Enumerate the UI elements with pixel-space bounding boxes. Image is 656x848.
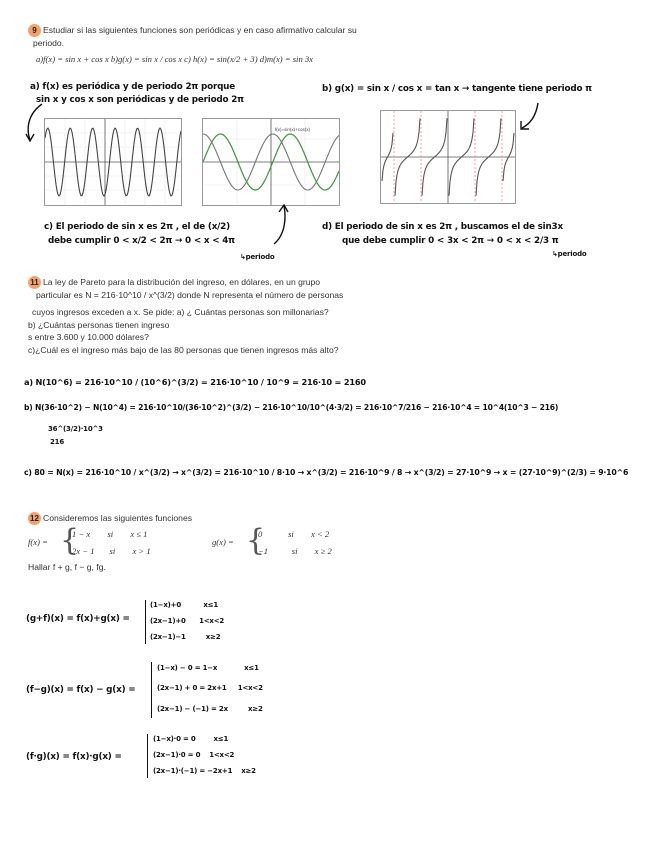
- ex12-f-label: f(x) =: [28, 537, 48, 547]
- ex9-functions: a)f(x) = sin x + cos x b)g(x) = sin x / cos x c) h(x) = sin(x/2 + 3) d)m(x) = sin 3x: [36, 54, 314, 64]
- ex9-title-text: Estudiar si las siguientes funciones son periódicas y en caso afirmativo calcular su: [43, 25, 357, 35]
- graph-tangent: [380, 110, 516, 204]
- ex11-line6: c)¿Cuál es el ingreso más bajo de las 80 personas que tienen ingresos más alto?: [28, 345, 339, 355]
- ex9-answer-c-line1: c) El periodo de sin x es 2π , el de (x/2): [44, 222, 230, 232]
- ex12-badge: 12: [28, 512, 41, 525]
- diff-brace: [151, 662, 152, 718]
- graph-sin-plus-cos-plot: [45, 119, 181, 205]
- diff-case1: (1−x) − 0 = 1−x x≤1: [157, 664, 259, 672]
- ex12-g-case1: 0 si x < 2: [258, 529, 330, 539]
- bracket-arrow-icon: [268, 204, 292, 248]
- brace-f-icon: {: [60, 523, 80, 558]
- sum-brace: [145, 600, 146, 644]
- ex9-answer-c-line2: debe cumplir 0 < x/2 < 2π → 0 < x < 4π: [48, 236, 235, 246]
- ex9-title-line2: periodo.: [33, 38, 65, 48]
- ex11-solution-b-step3: 216: [50, 438, 65, 446]
- graph-sin-cos-label: f(x)=sin(x)+cos(x): [275, 127, 311, 132]
- ex9-answer-b: b) g(x) = sin x / cos x = tan x → tangente tiene periodo π: [322, 84, 592, 94]
- ex9-badge: 9: [28, 24, 41, 37]
- brace-g-icon: {: [246, 523, 266, 558]
- sum-case1: (1−x)+0 x≤1: [150, 601, 219, 609]
- prod-label: (f·g)(x) = f(x)·g(x) =: [26, 752, 122, 762]
- ex9-answer-d-note: ↳periodo: [552, 250, 587, 258]
- ex12-g-case2: −1 si x ≥ 2: [258, 546, 332, 556]
- ex11-solution-c: c) 80 = N(x) = 216·10^10 / x^(3/2) → x^(3/2) = 216·10^10 / 8·10 → x^(3/2) = 216·10^9 / 8 → x^(3/2) = 27·10^9 → x = (27·10^9)^(2/3) = 9·10^6: [24, 468, 629, 477]
- ex11-badge: 11: [28, 276, 41, 289]
- graph-sin-cos-plot: [203, 119, 339, 205]
- ex12-hallar: Hallar f + g, f − g, fg.: [28, 562, 106, 572]
- ex11-line1-text: La ley de Pareto para la distribución del ingreso, en dólares, en un grupo: [43, 277, 321, 287]
- diff-case2: (2x−1) + 0 = 2x+1 1<x<2: [157, 684, 263, 692]
- ex11-solution-b-step2: 36^(3/2)·10^3: [48, 425, 103, 433]
- ex11-solution-b: b) N(36·10^2) − N(10^4) = 216·10^10/(36·10^2)^(3/2) − 216·10^10/10^(4·3/2) = 216·10^7/216 − 216·10^4 = 10^4(10^3 − 216): [24, 403, 559, 412]
- ex12-f-case2: 2x − 1 si x > 1: [72, 546, 151, 556]
- ex11-line5: s entre 3.600 y 10.000 dólares?: [28, 332, 149, 342]
- prod-case3: (2x−1)·(−1) = −2x+1 x≥2: [153, 767, 256, 775]
- graph-sin-cos: [202, 118, 340, 206]
- graph-sin-plus-cos: [44, 118, 182, 206]
- ex12-title: [28, 512, 192, 525]
- ex9-answer-c-note: ↳periodo: [240, 253, 275, 261]
- prod-case1: (1−x)·0 = 0 x≤1: [153, 735, 229, 743]
- sum-case2: (2x−1)+0 1<x<2: [150, 617, 225, 625]
- ex9-answer-a-line2: sin x y cos x son periódicas y de periodo 2π: [36, 95, 244, 105]
- ex12-title-text: Consideremos las siguientes funciones: [43, 513, 193, 523]
- ex11-solution-a: a) N(10^6) = 216·10^10 / (10^6)^(3/2) = 216·10^10 / 10^9 = 216·10 = 2160: [24, 377, 366, 387]
- ex11-line1: [28, 276, 320, 289]
- ex11-line4: b) ¿Cuántas personas tienen ingreso: [28, 320, 170, 330]
- ex9-answer-a-line1: a) f(x) es periódica y de periodo 2π porque: [30, 82, 236, 92]
- arrow-right-icon: [516, 100, 546, 135]
- diff-case3: (2x−1) − (−1) = 2x x≥2: [157, 705, 263, 713]
- sum-case3: (2x−1)−1 x≥2: [150, 633, 221, 641]
- ex9-title-line1: [28, 24, 357, 37]
- ex9-answer-d-line1: d) El periodo de sin x es 2π , buscamos el de sin3x: [322, 222, 563, 232]
- ex11-line2: particular es N = 216·10^10 / x^(3/2) donde N representa el número de personas: [36, 290, 344, 300]
- sum-label: (g+f)(x) = f(x)+g(x) =: [26, 614, 130, 624]
- ex12-f-case1: 1 − x si x ≤ 1: [72, 529, 148, 539]
- graph-tangent-plot: [381, 111, 515, 203]
- ex12-g-label: g(x) =: [212, 537, 234, 547]
- prod-brace: [147, 734, 148, 778]
- ex11-line3: cuyos ingresos exceden a x. Se pide: a) ¿ Cuántas personas son millonarias?: [32, 307, 329, 317]
- diff-label: (f−g)(x) = f(x) − g(x) =: [26, 685, 136, 695]
- prod-case2: (2x−1)·0 = 0 1<x<2: [153, 751, 235, 759]
- ex9-answer-d-line2: que debe cumplir 0 < 3x < 2π → 0 < x < 2/3 π: [342, 236, 559, 246]
